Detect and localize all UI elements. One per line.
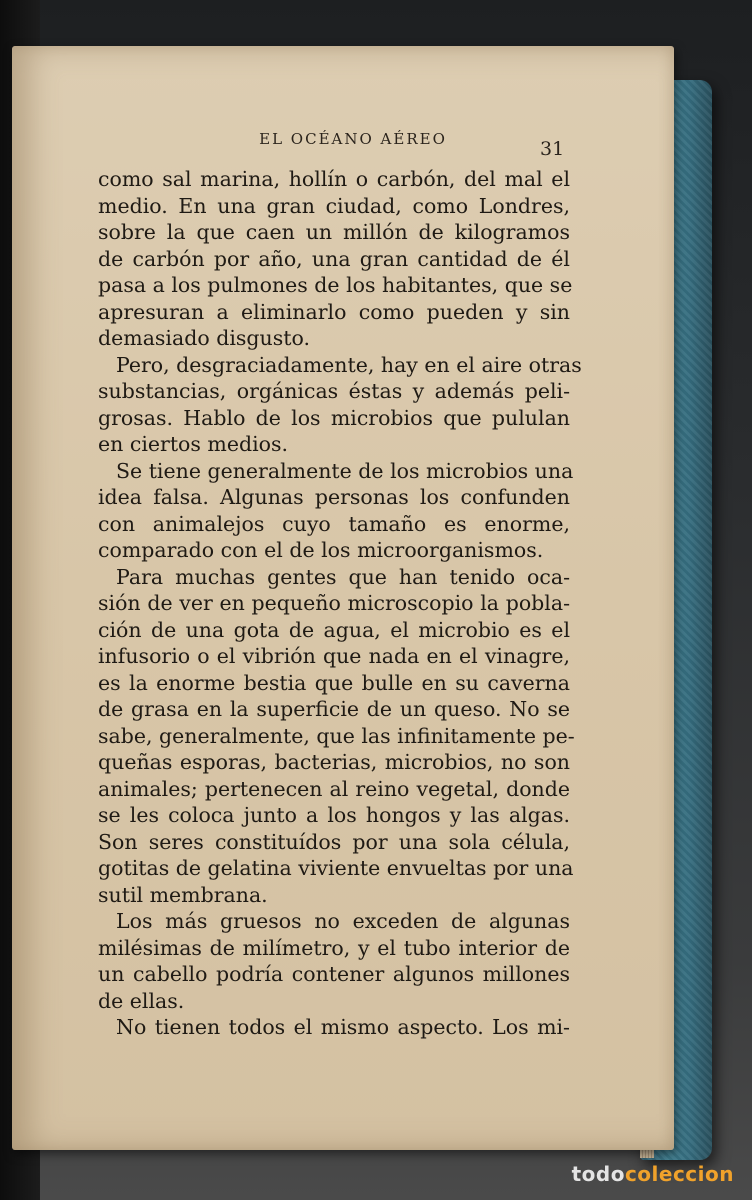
page-number: 31 xyxy=(540,138,565,160)
text-line: gotitas de gelatina viviente envueltas por una xyxy=(98,856,574,880)
text-line: animales; pertenecen al reino vegetal, donde xyxy=(98,776,570,801)
text-line: en ciertos medios. xyxy=(98,432,289,456)
watermark xyxy=(572,1162,734,1186)
text-line: comparado con el de los microorganismos. xyxy=(98,538,544,562)
text-line: Se tiene generalmente de los microbios una xyxy=(116,458,574,483)
text-line: de grasa en la superficie de un queso. No se xyxy=(98,697,570,721)
text-line: grosas. Hablo de los microbios que pululan xyxy=(98,405,570,430)
text-line: de carbón por año, una gran cantidad de él xyxy=(98,246,570,271)
watermark-suffix: coleccion xyxy=(624,1162,734,1186)
watermark-prefix: todo xyxy=(571,1162,625,1186)
text-line: de ellas. xyxy=(98,988,185,1013)
text-line: apresuran a eliminarlo como pueden y sin xyxy=(98,299,570,324)
text-line: infusorio o el vibrión que nada en el vinagre, xyxy=(98,644,570,668)
text-line: ción de una gota de agua, el microbio es el xyxy=(98,617,570,642)
text-line: sabe, generalmente, que las infinitamente pe- xyxy=(98,723,575,748)
text-line: se les coloca junto a los hongos y las algas. xyxy=(98,803,570,827)
text-line: idea falsa. Algunas personas los confunden xyxy=(98,485,570,509)
text-line: queñas esporas, bacterias, microbios, no son xyxy=(98,750,570,774)
book-page xyxy=(12,46,674,1150)
text-line: No tienen todos el mismo aspecto. Los mi- xyxy=(116,1015,570,1039)
text-line: sutil membrana. xyxy=(98,882,268,907)
text-line: sobre la que caen un millón de kilogramos xyxy=(98,220,570,244)
text-line: Son seres constituídos por una sola célula, xyxy=(98,829,570,854)
page-text xyxy=(98,166,582,1041)
text-line: demasiado disgusto. xyxy=(98,326,310,350)
text-line: medio. En una gran ciudad, como Londres, xyxy=(98,193,570,218)
text-line: milésimas de milímetro, y el tubo interior de xyxy=(98,935,570,960)
text-line: es la enorme bestia que bulle en su caverna xyxy=(98,670,570,695)
text-line: Para muchas gentes que han tenido oca- xyxy=(116,564,570,589)
text-line: Pero, desgraciadamente, hay en el aire otras xyxy=(116,352,582,377)
text-line: substancias, orgánicas éstas y además peli- xyxy=(98,379,570,403)
text-line: con animalejos cuyo tamaño es enorme, xyxy=(98,511,570,536)
running-head: EL OCÉANO AÉREO xyxy=(259,130,447,148)
text-line: como sal marina, hollín o carbón, del mal el xyxy=(98,167,570,191)
text-line: sión de ver en pequeño microscopio la pobla- xyxy=(98,591,570,615)
text-line: un cabello podría contener algunos millones xyxy=(98,962,570,986)
text-line: pasa a los pulmones de los habitantes, que se xyxy=(98,273,573,297)
text-line: Los más gruesos no exceden de algunas xyxy=(116,909,570,933)
